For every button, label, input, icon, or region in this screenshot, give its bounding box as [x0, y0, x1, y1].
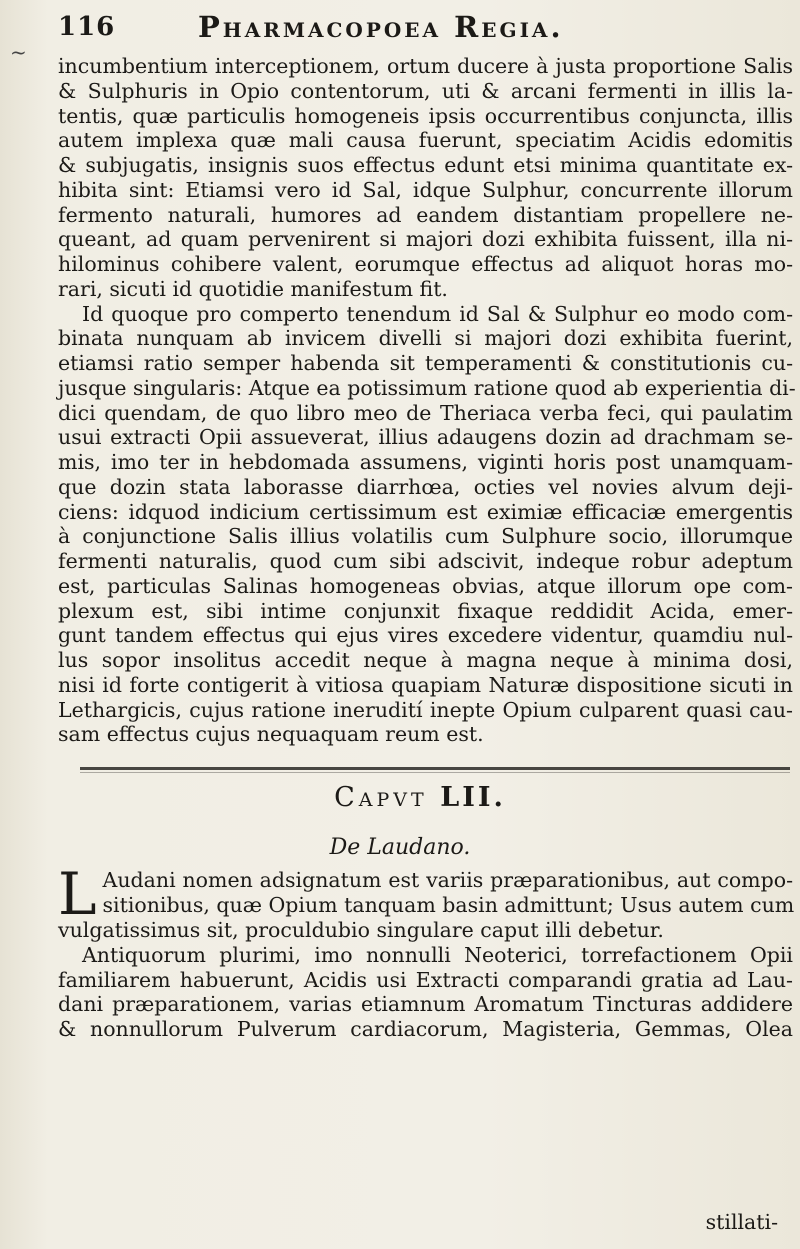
text-line: est, particulas Salinas homogeneas obvias, atque illorum ope com- — [58, 573, 793, 598]
catchword: stillati- — [705, 1210, 778, 1234]
section-rule — [80, 767, 790, 770]
text-line: binata nunquam ab invicem divelli si majori dozi exhibita fuerint, — [58, 326, 793, 351]
chapter-subtitle: De Laudano. — [329, 835, 471, 860]
text-line: hibita sint: Etiamsi vero id Sal, idque Sulphur, concurrente illorum — [58, 177, 793, 202]
text-line: sitionibus, quæ Opium tanquam basin admittunt; Usus autem cum — [102, 892, 795, 917]
text-line: plexum est, sibi intime conjunxit fixaque reddidit Acida, emer- — [58, 598, 793, 623]
text-line: autem implexa quæ mali causa fuerunt, speciatim Acidis edomitis — [58, 128, 793, 153]
text-line: usui extracti Opii assueverat, illius adaugens dozin ad drachmam se- — [58, 425, 793, 450]
margin-mark: ~ — [10, 40, 27, 64]
text-line: mis, imo ter in hebdomada assumens, viginti horis post unamquam- — [58, 450, 793, 474]
text-line: & Sulphuris in Opio contentorum, uti & arcani fermenti in illis la- — [58, 78, 793, 103]
drop-cap: L — [58, 860, 97, 928]
text-line: queant, ad quam pervenirent si majori dozi exhibita fuissent, illa ni- — [58, 227, 793, 252]
text-line: rari, sicuti id quotidie manifestum fit. — [58, 276, 448, 301]
text-line: vulgatissimus sit, proculdubio singulare caput illi debetur. — [58, 918, 664, 942]
text-line: nisi id forte contigerit à vitiosa quapiam Naturæ dispositione sicuti in — [58, 672, 793, 697]
chapter-label: Capvt — [334, 782, 428, 813]
text-line: Audani nomen adsignatum est variis præparationibus, aut compo- — [102, 868, 793, 892]
text-line: jusque singularis: Atque ea potissimum ratione quod ab experientia di- — [58, 375, 796, 400]
text-line: Antiquorum plurimi, imo nonnulli Neoterici, torrefactionem Opii — [82, 942, 793, 967]
text-line: familiarem habuerunt, Acidis usi Extracti comparandi gratia ad Lau- — [58, 967, 793, 992]
paragraph-two — [58, 301, 796, 748]
page-number: 116 — [58, 12, 116, 42]
text-line: incumbentium interceptionem, ortum ducere à justa proportione Salis — [58, 54, 793, 78]
paragraph-one — [58, 54, 793, 302]
chapter-number: LII. — [440, 782, 506, 813]
text-line: Lethargicis, cujus ratione inerudití inepte Opium culparent quasi cau- — [58, 697, 793, 722]
text-line: dici quendam, de quo libro meo de Theriaca verba feci, qui paulatim — [58, 400, 793, 425]
text-line: à conjunctione Salis illius volatilis cum Sulphure socio, illorumque — [58, 524, 793, 549]
paragraph-four — [58, 943, 793, 1042]
text-line: & nonnullorum Pulverum cardiacorum, Magisteria, Gemmas, Olea — [58, 1017, 793, 1042]
chapter-text — [58, 860, 795, 1042]
text-line: hilominus cohibere valent, eorumque effectus ad aliquot horas mo- — [58, 252, 793, 276]
text-line: que dozin stata laborasse diarrhœa, octies vel novies alvum deji- — [58, 474, 793, 499]
text-line: ciens: idquod indicium certissimum est eximiæ efficaciæ emergentis — [58, 499, 793, 524]
text-line: dani præparationem, varias etiamnum Aromatum Tincturas addidere — [58, 992, 793, 1017]
paragraph-three — [58, 860, 795, 943]
text-line: sam effectus cujus nequaquam reum est. — [58, 722, 484, 747]
running-head: Pharmacopoea Regia. — [198, 10, 564, 44]
text-line: tentis, quæ particulis homogeneis ipsis occurrentibus conjuncta, illis — [58, 103, 793, 128]
text-line: fermenti naturalis, quod cum sibi adscivit, indeque robur adeptum — [58, 549, 793, 573]
main-text — [58, 54, 796, 747]
text-line: fermento naturali, humores ad eandem distantiam propellere ne- — [58, 202, 793, 227]
page-header — [58, 12, 798, 52]
chapter-heading — [0, 782, 800, 813]
text-line: Id quoque pro comperto tenendum id Sal & Sulphur eo modo com- — [82, 301, 793, 326]
section-rule-thin — [80, 772, 790, 773]
text-line: lus sopor insolitus accedit neque à magna neque à minima dosi, — [58, 648, 793, 672]
text-line: etiamsi ratio semper habenda sit temperamenti & constitutionis cu- — [58, 351, 793, 375]
text-line: & subjugatis, insignis suos effectus edunt etsi minima quantitate ex- — [58, 153, 793, 177]
text-line: gunt tandem effectus qui ejus vires excedere videntur, quamdiu nul- — [58, 623, 793, 648]
